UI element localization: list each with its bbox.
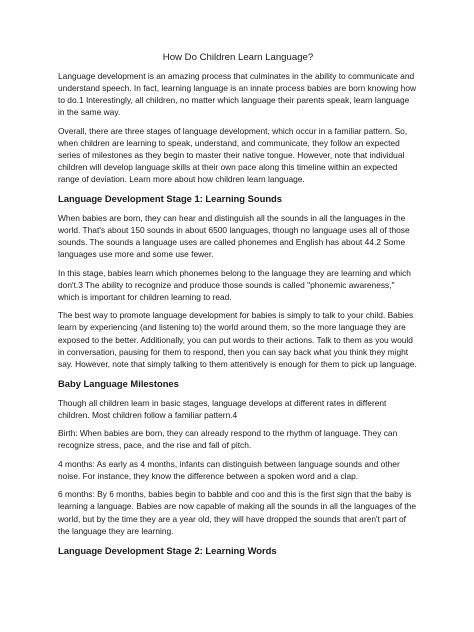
intro-paragraph-2: Overall, there are three stages of language development, which occur in a familiar pattern. So, when children are learning to speak, understand, and communicate, they follow an expected series of milestones as they begin to master their native tongue. However, note that individual children will develop language skills at their own pace along this timeline within an expected range of deviation. Learn more about how children learn language. <box>58 125 408 185</box>
milestones-heading: Baby Language Milestones <box>58 377 179 389</box>
milestone-birth: Birth: When babies are born, they can already respond to the rhythm of language. They can recognize stress, pace, and the rise and fall of pitch. <box>58 428 398 451</box>
milestone-6-months: 6 months: By 6 months, babies begin to babble and coo and this is the first sign that the baby is learning a language. Babies are now capable of making all the sounds in all the languages of the world, but by the time they are a year old, they will have dropped the sounds that aren't part of the language they are learning. <box>58 489 417 536</box>
stage1-paragraph-3: The best way to promote language development for babies is simply to talk to your child. Babies learn by experiencing (and listening to) the world around them, so the more language they are exposed to the better. Additionally, you can put words to their actions. Talk to them as you would in conversation, pausing for them to respond, then you can say back what you think they might say. However, note that simply talking to them attentively is enough for them to pick up language. <box>58 310 417 369</box>
stage1-paragraph-1: When babies are born, they can hear and distinguish all the sounds in all the languages in the world. That's about 150 sounds in about 6500 languages, though no language uses all of those sounds. The sounds a language uses are called phonemes and English has about 44.2 Some languages use more and some use fewer. <box>58 213 410 260</box>
stage1-paragraph-2: In this stage, babies learn which phonemes belong to the language they are learning and which don't.3 The ability to recognize and produce those sounds is called "phonemic awareness," which is important for children learning to read. <box>58 267 411 302</box>
milestones-paragraph-1: Though all children learn in basic stages, language develops at different rates in different children. Most children follow a familiar pattern.4 <box>58 397 387 420</box>
intro-paragraph-1: Language development is an amazing process that culminates in the ability to communicate and understand speech. In fact, learning language is an innate process babies are born knowing how to do.1 Interestingly, all children, no matter which language their parents speak, learn language in the same way. <box>58 71 417 118</box>
stage1-heading: Language Development Stage 1: Learning Sounds <box>58 193 282 205</box>
milestone-4-months: 4 months: As early as 4 months, infants can distinguish between language sounds and other noise. For instance, they know the difference between a spoken word and a clap. <box>58 458 400 481</box>
stage2-heading: Language Development Stage 2: Learning Words <box>58 544 277 556</box>
document-title: How Do Children Learn Language? <box>162 52 314 63</box>
